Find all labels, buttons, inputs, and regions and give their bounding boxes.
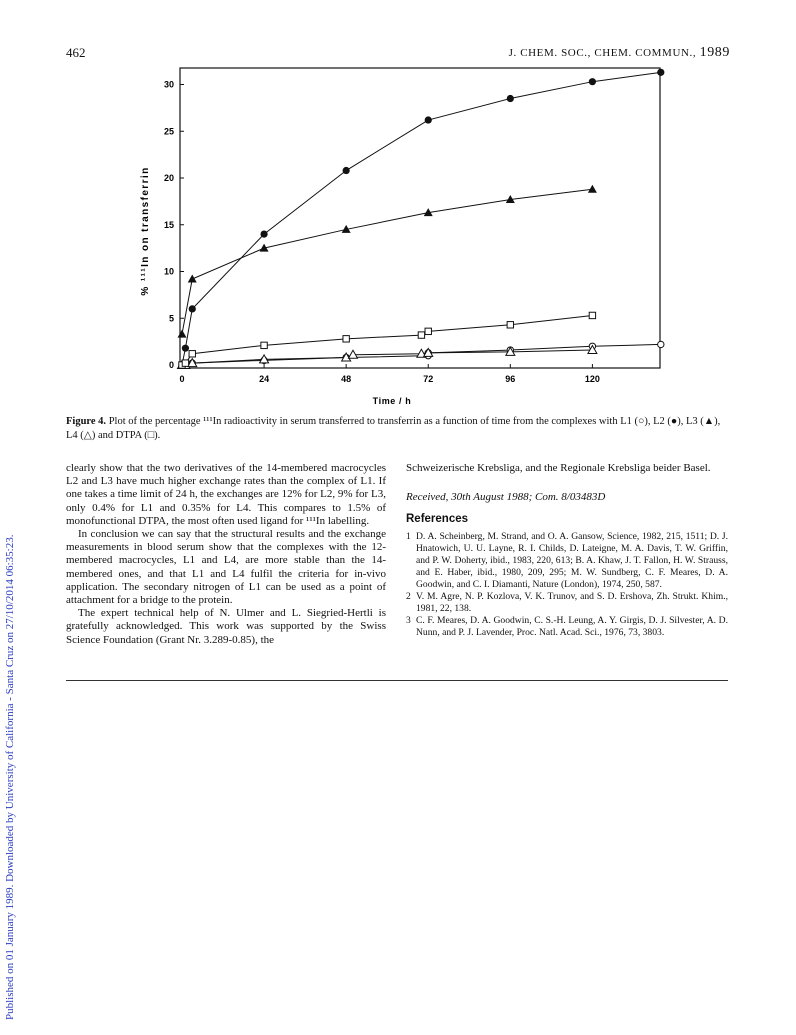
x-tick-label: 48 [341,374,352,384]
chart-axes [164,68,660,384]
data-point-dtpa [425,328,431,334]
caption-text: Plot of the percentage ¹¹¹In radioactivity in serum transferred to transferrin as a function of time from the complexes with L1 (○), L2 (●), L3 (▲), L4 (△) and DTPA (□). [66,416,721,441]
series-line-l2 [182,72,661,365]
data-point-l3 [178,330,187,338]
y-tick-label: 5 [168,313,174,324]
reference-text: D. A. Scheinberg, M. Strand, and O. A. Gansow, Science, 1982, 215, 1511; D. J. Hnatowich, U. U. Layne, R. I. Childs, D. Lateigne, M. A. Davis, T. W. Griffin, and P. W. Doherty, ibid., 1983, 220, 613; B. A. Khaw, J. T. Fallon, H. W. Strauss, and E. Haber, ibid., 1980, 209, 295; M. W. Sundberg, C. F. Meares, D. A. Goodwin, and C. I. Diamanti, Nature (London), 1974, 250, 587. [416,530,728,590]
references-heading: References [406,513,469,526]
references-list [406,531,728,639]
reference-item [406,615,728,639]
figure-caption [66,415,728,443]
body-right-column [406,462,728,639]
page-number: 462 [66,45,86,60]
reference-number: 2 [406,590,411,602]
y-tick-label: 0 [168,360,174,370]
paragraph-results: clearly show that the two derivatives of the 14-membered macrocycles L2 and L3 have much higher exchange rates than the complex of L1. If one takes a time limit of 24 h, the exchanges are 12% for L2, 9% for L3, only 0.4% for L1 and 0.35% for L4. This compares to 1.5% of monofunctional DTPA, the most often used ligand for ¹¹¹In labelling. [66,462,386,527]
reference-number: 1 [406,530,411,542]
data-point-l2 [343,167,350,174]
data-point-dtpa [343,336,349,342]
page-bottom-rule [66,680,728,681]
y-tick-label: 10 [163,266,174,277]
paragraph-conclusion: In conclusion we can say that the structural results and the exchange measurements in blood serum show that the complexes with the 12-membered macrocycles, L1 and L4, are more stable than the 14-membered ones, and that L1 and L4 fulfil the criteria for in-vivo application. The secondary nitrogen of L1 can be used as a point of attachment for a bridge to the protein. [66,528,386,607]
chart-lines [182,72,661,365]
journal-year: 1989 [699,45,730,60]
data-point-l3 [588,185,597,193]
reference-text: V. M. Agre, N. P. Kozlova, V. K. Trunov, and S. D. Ershova, Zh. Strukt. Khim., 1981, 22, 138. [416,590,728,614]
received-date: Received, 30th August 1988; Com. 8/03483D [406,491,606,504]
data-point-dtpa [418,332,424,338]
paragraph-acknowledgement: The expert technical help of N. Ulmer and L. Siegried-Hertli is gratefully acknowledged. This work was supported by the Swiss Science Foundation (Grant Nr. 3.289-0.85), the [66,607,386,646]
data-point-l2 [657,69,664,76]
transferrin-exchange-chart [0,0,796,410]
y-tick-label: 25 [163,126,174,137]
data-point-l2 [589,78,596,85]
y-tick-label: 15 [163,219,174,230]
series-line-l3 [182,189,592,334]
data-point-dtpa [182,360,188,366]
x-tick-label: 120 [584,374,600,384]
data-point-l2 [182,345,189,352]
download-watermark: Published on 01 January 1989. Downloaded by University of California - Santa Cruz on 27/10/2014 06:35:23. [4,534,16,1020]
x-tick-label: 96 [505,374,516,384]
y-axis-label: % ¹¹¹In on transferrin [140,166,151,296]
x-tick-label: 24 [259,374,270,384]
y-tick-label: 30 [163,79,174,90]
data-point-l1 [658,341,664,347]
paragraph-acknowledgement-cont: Schweizerische Krebsliga, and the Regionale Krebsliga beider Basel. [406,462,711,474]
x-tick-label: 72 [423,374,434,384]
reference-item [406,531,728,591]
data-point-l2 [425,116,432,123]
data-point-dtpa [261,342,267,348]
data-point-l2 [189,305,196,312]
data-point-dtpa [507,322,513,328]
plot-frame [180,68,660,368]
reference-item [406,591,728,615]
x-tick-label: 0 [179,374,185,384]
chart-markers [178,69,665,369]
data-point-dtpa [189,351,195,357]
x-axis-label: Time / h [372,396,412,406]
reference-number: 3 [406,614,411,626]
journal-name: J. CHEM. SOC., CHEM. COMMUN., [508,47,697,59]
series-line-l4 [182,350,592,365]
data-point-l2 [507,95,514,102]
y-tick-label: 20 [163,173,174,183]
reference-text: C. F. Meares, D. A. Goodwin, C. S.-H. Leung, A. Y. Girgis, D. J. Silvester, A. D. Nunn, and P. J. Lavender, Proc. Natl. Acad. Sci., 1976, 73, 3803. [416,614,728,638]
data-point-l2 [260,231,267,238]
data-point-l3 [188,274,197,282]
body-left-column [66,462,386,647]
data-point-dtpa [589,312,595,318]
series-line-dtpa [182,315,592,365]
caption-label: Figure 4. [66,416,107,427]
